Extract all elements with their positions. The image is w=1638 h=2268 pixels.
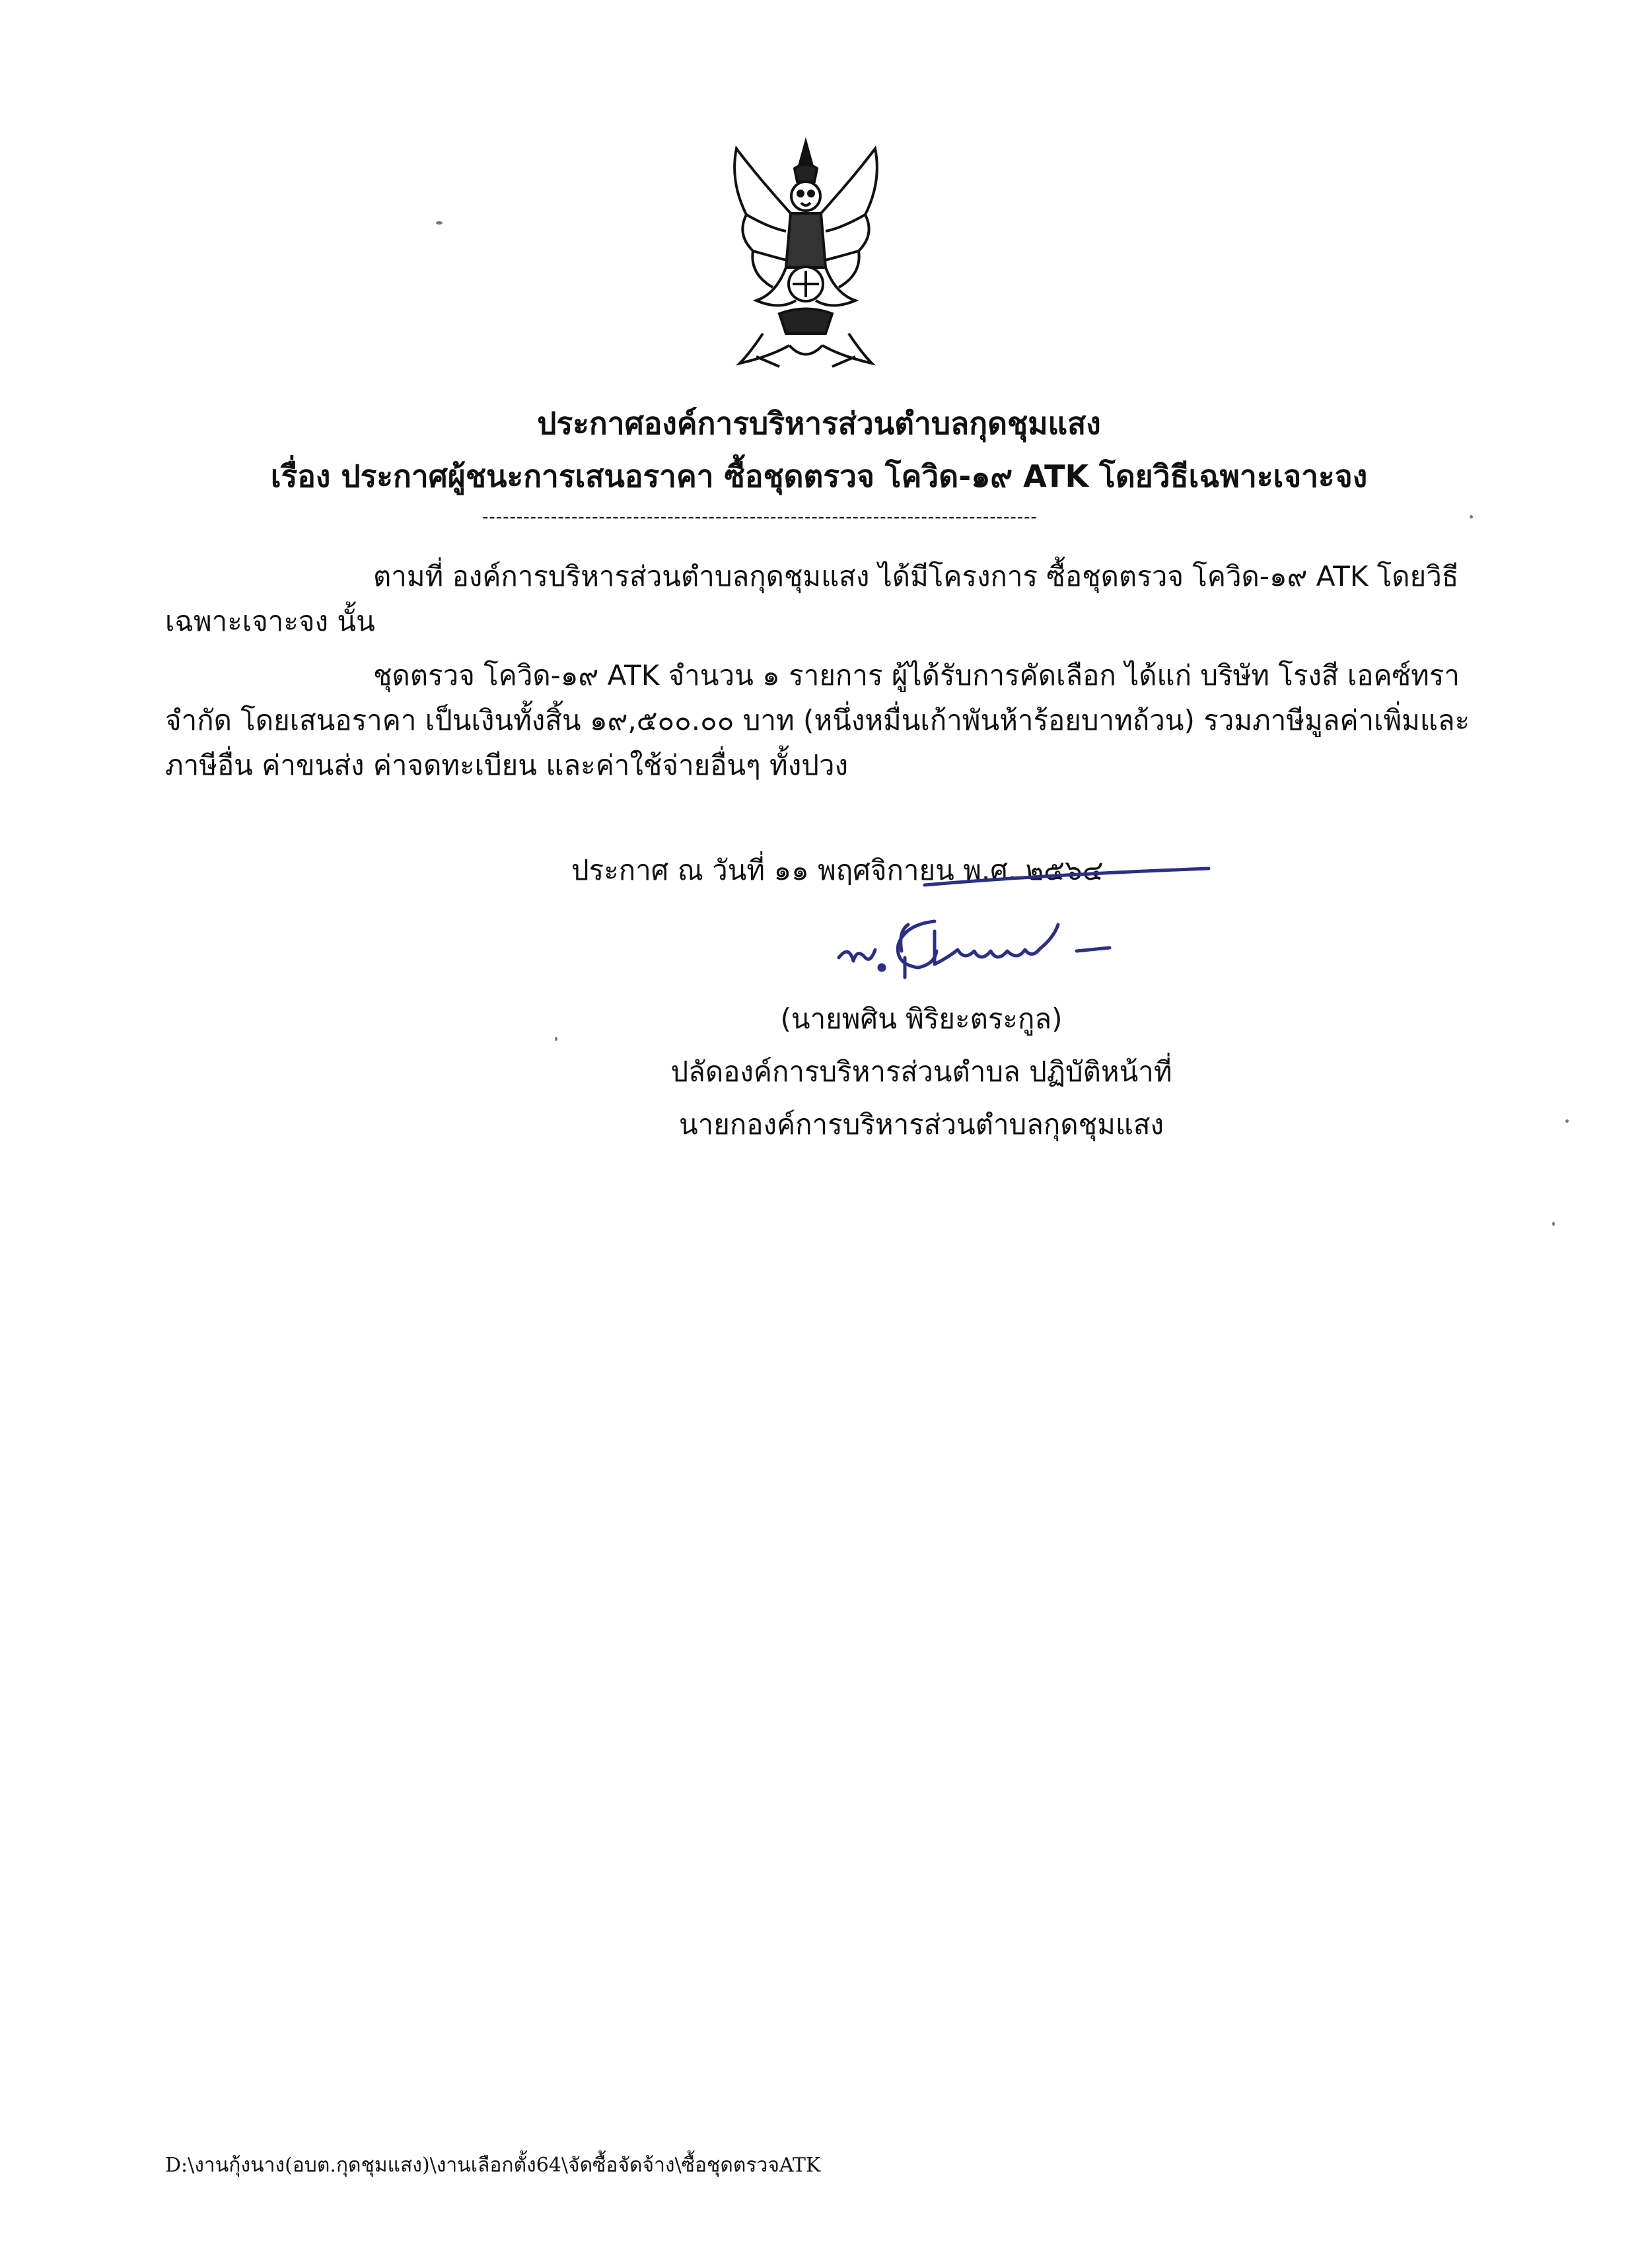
scan-speck <box>436 221 443 225</box>
paragraph1-line1: ตามที่ องค์การบริหารส่วนตำบลกุดชุมแสง ได้มีโครงการ ซื้อชุดตรวจ โควิด-๑๙ ATK โดยวิธี <box>373 560 1459 592</box>
garuda-emblem <box>717 135 895 373</box>
signatory-position-1: ปลัดองค์การบริหารส่วนตำบล ปฏิบัติหน้าที่ <box>670 1055 1172 1088</box>
scan-speck <box>1552 1222 1555 1226</box>
announcement-subject: เรื่อง ประกาศผู้ชนะการเสนอราคา ซื้อชุดตรวจ โควิด-๑๙ ATK โดยวิธีเฉพาะเจาะจง <box>270 458 1368 494</box>
paragraph1-line2: เฉพาะเจาะจง นั้น <box>165 605 375 637</box>
separator-line: --------------------------------------------------------------------------------- <box>482 507 1038 527</box>
announcement-date: ประกาศ ณ วันที่ ๑๑ พฤศจิกายน พ.ศ. ๒๕๖๔ <box>571 854 1104 886</box>
paragraph2-line3: ภาษีอื่น ค่าขนส่ง ค่าจดทะเบียน และค่าใช้จ่ายอื่นๆ ทั้งปวง <box>165 749 848 781</box>
signatory-name: (นายพศิน พิริยะตระกูล) <box>780 1003 1063 1035</box>
handwritten-signature <box>819 859 1215 984</box>
scan-speck <box>1565 1119 1569 1123</box>
announcement-heading: ประกาศองค์การบริหารส่วนตำบลกุดชุมแสง <box>537 406 1101 441</box>
paragraph2-line1: ชุดตรวจ โควิด-๑๙ ATK จำนวน ๑ รายการ ผู้ได้รับการคัดเลือก ได้แก่ บริษัท โรงสี เอคซ์ทรา <box>373 659 1460 691</box>
scan-speck <box>1470 515 1473 518</box>
file-path-footer: D:\งานกุ้งนาง(อบต.กุดชุมแสง)\งานเลือกตั้ง64\จัดซื้อจัดจ้าง\ซื้อชุดตรวจATK <box>165 2154 821 2177</box>
paragraph2-line2: จำกัด โดยเสนอราคา เป็นเงินทั้งสิ้น ๑๙,๕๐๐.๐๐ บาท (หนึ่งหมื่นเก้าพันห้าร้อยบาทถ้วน) รวมภาษีมูลค่าเพิ่มและ <box>165 704 1470 736</box>
scan-speck <box>555 1037 557 1041</box>
signatory-position-2: นายกองค์การบริหารส่วนตำบลกุดชุมแสง <box>678 1108 1164 1141</box>
